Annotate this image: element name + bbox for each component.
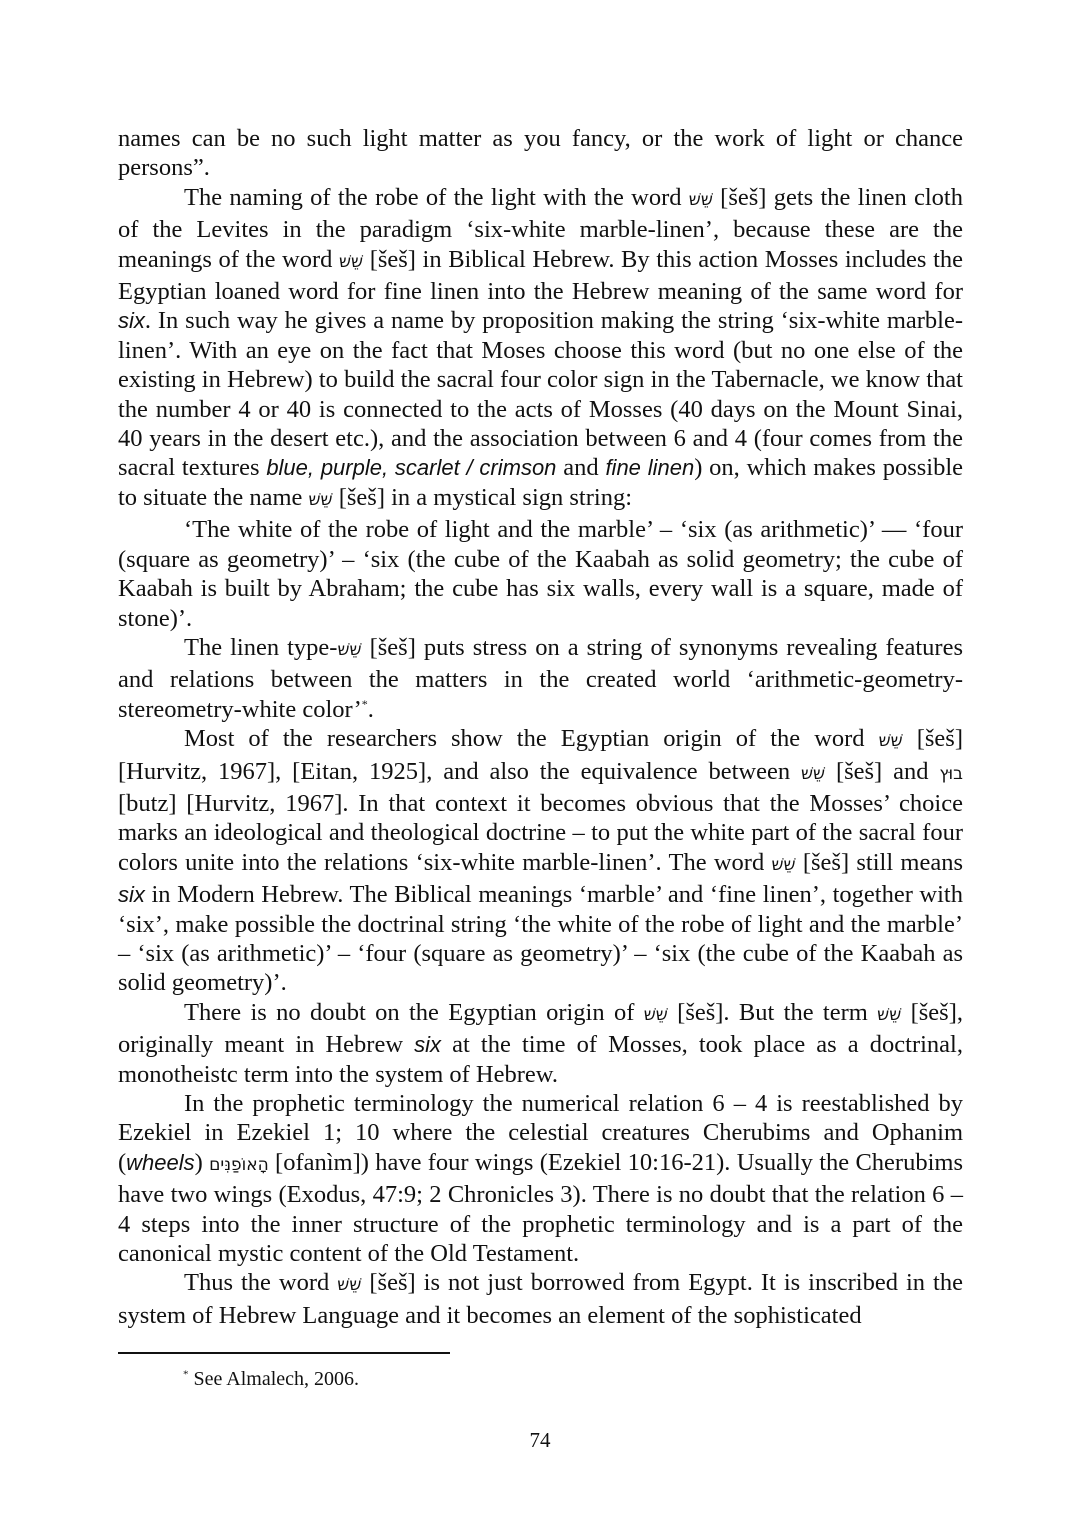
text-span: Thus the word [184, 1269, 338, 1297]
hebrew-word: שֵׁשׁ [800, 763, 826, 784]
hebrew-word: בוּץ [939, 763, 963, 784]
italic-term: six [118, 882, 145, 908]
hebrew-word: שֵׁשׁ [308, 489, 333, 510]
hebrew-word: שֵׁשׁ [878, 731, 903, 752]
paragraph-1 [118, 124, 963, 183]
text-span: [šeš] puts stress on a string of synonyms revealing features and relations between the matters in the created world ‘arithmetic-geometry- stereometry-white color’ [118, 633, 963, 723]
text-span: . In such way he gives a name by proposition making the string ‘six-white marble-linen’. With an eye on the fact that Moses choose this word (but no one else of the existing in Hebrew) to build the sacral four color sign in the Tabernacle, we know that the number 4 or 40 is connected to the acts of Mosses (40 days on the Mount Sinai, 40 years in the desert etc.), and the association between 6 and 4 (four comes from the sacral textures [118, 307, 963, 482]
paragraph-3 [118, 515, 963, 633]
page-number: 74 [529, 1428, 551, 1452]
text-span: names can be no such light matter as you fancy, or the work of light or chance persons”. [118, 125, 963, 182]
footnote [183, 1368, 359, 1391]
hebrew-word: שֵׁשׁ [643, 1004, 668, 1025]
italic-term: six [414, 1032, 442, 1058]
text-span: [butz] [Hurvitz, 1967]. In that context it becomes obvious that the Mosses’ choice marks an ideological and theological doctrine – to put the white part of the sacral four colors unite into the relations ‘six-white marble-linen’. The word [118, 789, 963, 876]
hebrew-word: שֵׁשׁ [337, 639, 362, 660]
italic-term: wheels [126, 1149, 195, 1175]
paragraph-8 [118, 1268, 963, 1330]
page-body [118, 124, 963, 1330]
text-span: at the time of Mosses, took place as a doctrinal, monotheistc term into the system of Hebrew. [118, 1031, 963, 1088]
footnote-text: See Almalech, 2006. [188, 1368, 360, 1390]
paragraph-6 [118, 998, 963, 1089]
footnote-marker: * [183, 1368, 189, 1381]
italic-term: blue, purple, scarlet / crimson [266, 455, 557, 481]
text-span: in Modern Hebrew. The Biblical meanings ‘marble’ and ‘fine linen’, together with ‘six’, make possible the doctrinal string ‘the white of the robe of light and the marble’ – ‘six (as arithmetic)’ – ‘four (square as geometry)’ – ‘six (the cube of the Kaabah as solid geometry)’. [118, 881, 963, 997]
paragraph-7 [118, 1089, 963, 1268]
text-span: [šeš] still means [795, 848, 963, 876]
text-span: The linen type- [184, 633, 338, 661]
hebrew-word: שֵׁשׁ [877, 1004, 902, 1025]
text-span: There is no doubt on the Egyptian origin of [184, 998, 644, 1026]
text-span: [šeš] is not just borrowed from Egypt. It is inscribed in the system of Hebrew Language and it becomes an element of the sophisticated [118, 1269, 963, 1329]
text-span: [šeš] in a mystical sign string: [332, 483, 633, 511]
footnote-marker[interactable]: * [361, 696, 368, 711]
text-span: [šeš] [Hurvitz, 1967], [Eitan, 1925], and also the equivalence between [118, 725, 963, 785]
text-span: [šeš]. But the term [667, 998, 878, 1026]
footnote-divider [118, 1352, 450, 1354]
hebrew-word: שֵׁשׁ [688, 189, 713, 210]
text-span: Most of the researchers show the Egyptian origin of the word [184, 725, 879, 753]
hebrew-word: שֵׁשׁ [337, 1275, 362, 1296]
italic-term: six [118, 308, 145, 334]
paragraph-2 [118, 183, 963, 515]
text-span: . [367, 695, 374, 723]
hebrew-word: שֵׁשׁ [339, 251, 364, 272]
paragraph-5 [118, 724, 963, 998]
text-span: [šeš] and [825, 757, 940, 785]
text-span: The naming of the robe of the light with the word [184, 183, 689, 211]
text-span: [šeš] gets the linen cloth of the Levites in the paradigm ‘six-white marble-linen’, because these are the meanings of the word [118, 183, 963, 273]
hebrew-word: שֵׁשׁ [771, 854, 796, 875]
text-span: In the prophetic terminology the numerical relation 6 – 4 is reestablished by Ezekiel in Ezekiel 1; 10 where the celestial creatures Cherubims and Ophanim ( [118, 1090, 963, 1176]
text-span: [šeš] in Biblical Hebrew. By this action Mosses includes the Egyptian loaned word for fine linen into the Hebrew meaning of the same word for [118, 245, 964, 306]
hebrew-word: הָאוֹפַנִּים [209, 1154, 269, 1175]
text-span: ) on, which makes possible to situate the name [118, 454, 964, 511]
italic-term: fine linen [605, 455, 695, 481]
text-span: [šeš], originally meant in Hebrew [118, 998, 963, 1059]
text-span: and [556, 454, 606, 482]
text-span: [ofanìm]) have four wings (Ezekiel 10:16-21). Usually the Cherubims have two wings (Exodus, 47:9; 2 Chronicles 3). There is no doubt that the relation 6 – 4 steps into the inner structure of the prophetic terminology and is a part of the canonical mystic content of the Old Testament. [118, 1148, 963, 1268]
paragraph-4 [118, 633, 963, 724]
text-span: ) [194, 1148, 210, 1176]
text-span: ‘The white of the robe of light and the marble’ – ‘six (as arithmetic)’ — ‘four (square as geometry)’ – ‘six (the cube of the Kaabah as solid geometry; the cube of Kaabah is built by Abraham; the cube has six walls, every wall is a square, made of stone)’. [118, 516, 963, 632]
